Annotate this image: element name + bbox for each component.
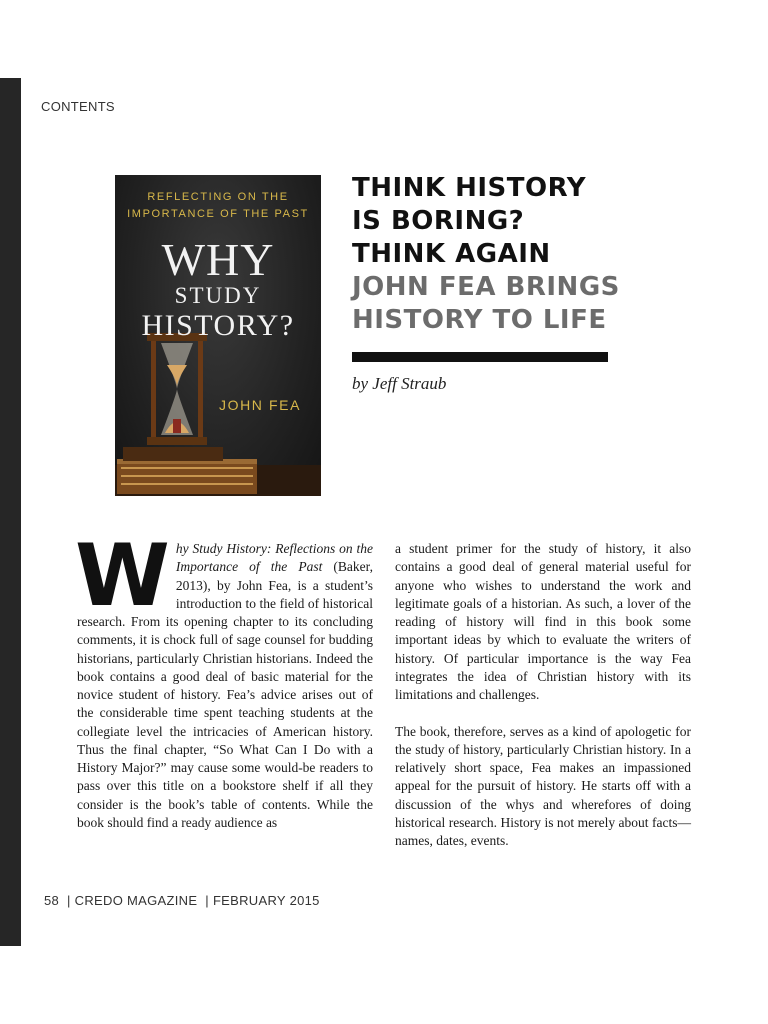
page-footer: [44, 893, 320, 908]
article-column-right: [395, 540, 691, 850]
drop-cap: W: [75, 526, 170, 626]
page-number: 58: [44, 893, 60, 908]
cover-title-history: HISTORY?: [141, 309, 295, 342]
headline-line5: HISTORY TO LIFE: [352, 305, 607, 335]
byline: by Jeff Straub: [352, 374, 447, 393]
cover-subtitle: [115, 189, 321, 223]
magazine-name: CREDO MAGAZINE: [74, 893, 198, 908]
cover-author: JOHN FEA: [219, 397, 302, 413]
cover-title-study: STUDY: [174, 283, 262, 308]
cover-subtitle-line2: IMPORTANCE OF THE PAST: [127, 208, 309, 220]
article-headline: [352, 172, 652, 337]
headline-divider: [352, 352, 608, 362]
footer-separator: |: [66, 893, 71, 908]
issue-date: FEBRUARY 2015: [212, 893, 320, 908]
headline-line4: JOHN FEA BRINGS: [352, 272, 620, 302]
cover-subtitle-line1: REFLECTING ON THE: [147, 191, 289, 203]
article-column-left: [75, 526, 373, 832]
article-text: (Baker, 2013), by John Fea, is a student’s introduction to the field of historical research. From its opening chapter to its concluding comments, it is chock full of sage counsel for budding historians, particularly Christian historians. Indeed the book contains a good deal of basic material for the novice student of history. Fea’s advice arises out of the considerable time spent teaching students at the collegiate level the intricacies of American history. Thus the final chapter, “So What Can I Do with a History Major?” may cause some would-be readers to pass over this title on a bookstore shelf if all they consider is the book’s table of contents. While the book should find a ready audience as: [77, 559, 373, 830]
headline-line2: IS BORING?: [352, 206, 525, 236]
article-paragraph: [75, 526, 373, 832]
article-paragraph: a student primer for the study of history, it also contains a good deal of general material useful for anyone who wishes to understand the work and legitimate goals of a historian. As such, a lover of the reading of history will find in this book some important ideas by which to evaluate the writers of history. Of particular importance is the way Fea integrates the idea of Christian history with its limitations and challenges.: [395, 541, 691, 702]
headline-line3: THINK AGAIN: [352, 239, 551, 269]
headline-line1: THINK HISTORY: [352, 173, 587, 203]
footer-separator: |: [205, 893, 209, 908]
contents-link[interactable]: CONTENTS: [41, 99, 115, 114]
cover-title-why: WHY: [161, 234, 275, 285]
article-paragraph: The book, therefore, serves as a kind of apologetic for the study of history, particularly Christian history. In a relatively short space, Fea makes an impassioned appeal for the pursuit of history. He starts off with a discussion of the whys and wherefores of doing historical research. History is not merely about facts—names, dates, events.: [395, 723, 691, 848]
page-edge-bar: [0, 78, 21, 946]
book-cover-image: [115, 175, 321, 496]
book-title-italic: hy Study History: Reflections on the Importance of the Past: [175, 541, 373, 575]
